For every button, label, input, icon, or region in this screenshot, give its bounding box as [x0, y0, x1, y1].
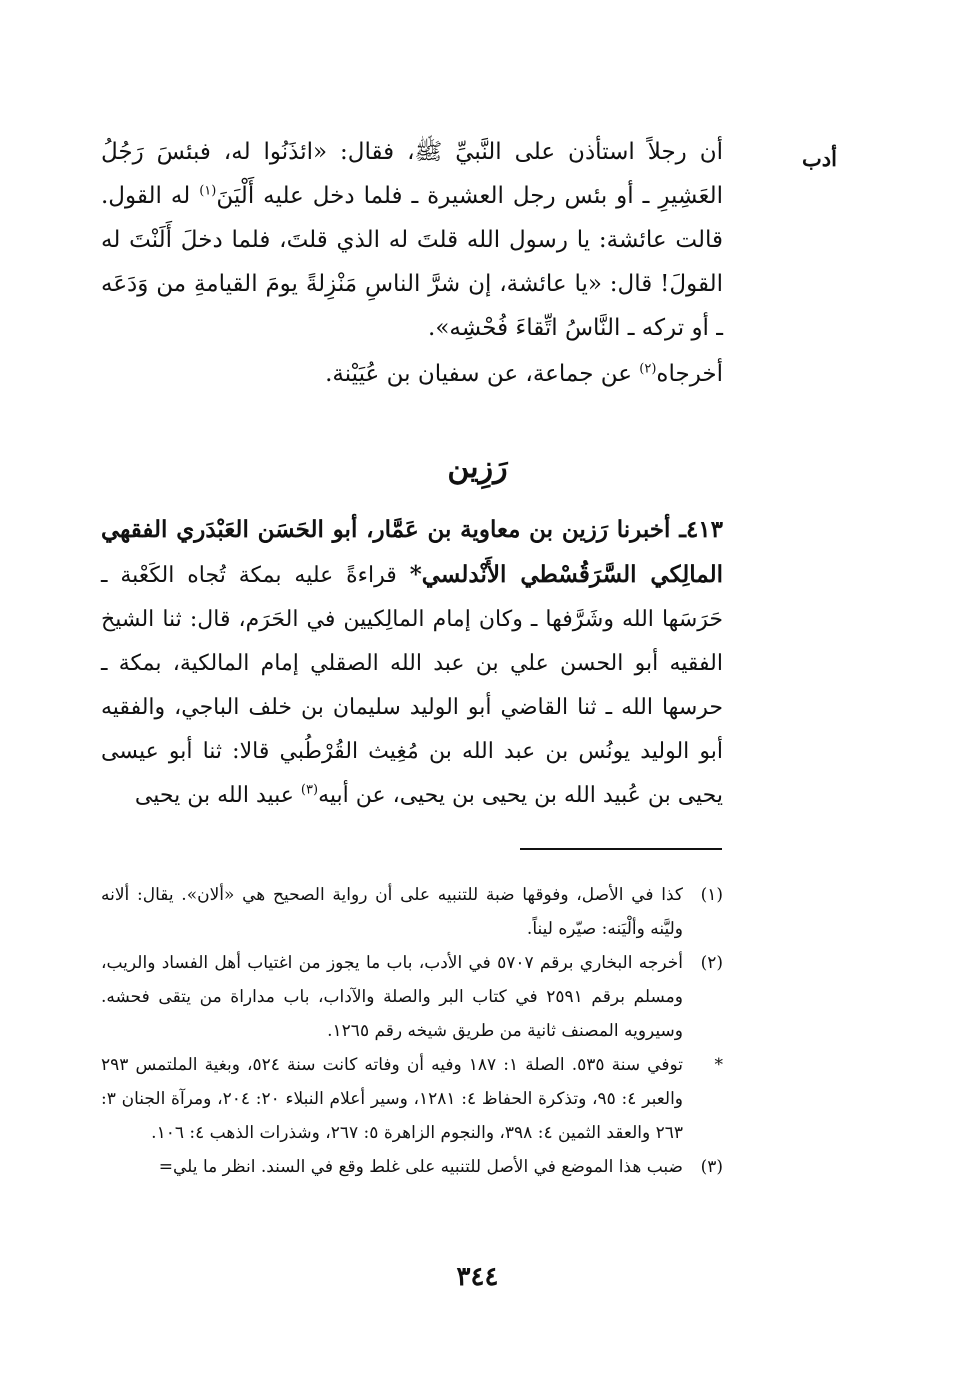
entry-lead: ٤١٣ـ أخبرنا رَزين بن معاوية بن عَمَّار، أبو الحَسَن العَبْدَري الفقهي المالِكي السَّرَقُسْطي الأَنْدلسي*	[101, 516, 723, 588]
footnote-number: (٣)	[700, 1157, 723, 1177]
footnote-text: توفي سنة ٥٣٥. الصلة ١: ١٨٧ وفيه أن وفاته كانت سنة ٥٢٤، وبغية الملتمس ٢٩٣ والعبر ٤: ٩٥، وتذكرة الحفاظ ٤: ١٢٨١، وسير أعلام النبلاء ٢٠: ٢٠٤، ومرآة الجنان ٣: ٢٦٣ والعقد الثمين ٤: ٣٩٨، والنجوم الزاهرة ٥: ٢٦٧، وشذرات الذهب ٤: ١٠٦.	[101, 1055, 684, 1143]
biography-entry	[101, 508, 723, 818]
section-heading: رَزِين	[447, 450, 508, 485]
footnote	[101, 878, 723, 946]
footnote-text: كذا في الأصل، وفوقها ضبة للتنبيه على أن رواية الصحيح هي «ألان». يقال: ألانه وليَّنه وألْيَنه: صيّره ليناً.	[101, 885, 683, 939]
footnote	[101, 946, 723, 1048]
footnotes	[101, 878, 723, 1184]
footnote-number: (٢)	[700, 953, 723, 973]
footnote-ref-2: (٢)	[639, 361, 657, 377]
footnote-text: أخرجه البخاري برقم ٥٧٠٧ في الأدب، باب ما يجوز من اغتياب أهل الفساد والريب، ومسلم برقم ٢٥٩١ في كتاب البر والصلة والآداب، باب مداراة من يتقى فحشه. وسيرويه المصنف ثانية من طريق شيخه رقم ١٢٦٥.	[101, 953, 683, 1041]
footnote	[101, 1150, 723, 1184]
footnote-divider	[520, 848, 722, 850]
footnote-number: *	[714, 1055, 723, 1075]
takhrij-text-end: عن جماعة، عن سفيان بن عُيَيْنة.	[325, 361, 640, 387]
entry-text-end: عبيد الله بن يحيى	[134, 783, 301, 808]
footnote	[101, 1048, 723, 1150]
entry-paragraph	[101, 508, 723, 818]
footnote-text: ضبب هذا الموضع في الأصل للتنبيه على غلط وقع في السند. انظر ما يلي=	[158, 1157, 683, 1177]
footnote-number: (١)	[700, 885, 723, 905]
takhrij-text-start: أخرجاه	[656, 361, 723, 387]
footnote-ref-3: (٣)	[300, 782, 319, 798]
hadith-paragraph: أن رجلاً استأذن على النَّبيِّ ﷺ، فقال: «ائذَنُوا له، فبئسَ رَجُلُ العَشِيرِ ـ أو بئس رجل العشيرة ـ فلما دخل عليه أَلْيَنَ$^{(١)}$ له القول. قالت عائشة: يا رسول الله قلتَ له الذي قلتَ، فلما دخلَ أَلَنْتَ له القولَ! قال: «يا عائشة، إن شرَّ الناسِ مَنْزِلةً يومَ القيامةِ من وَدَعَه ـ أو تركه ـ النَّاسُ اتِّقاءَ فُحْشِه».	[101, 139, 723, 341]
margin-note: أدب	[802, 146, 837, 171]
entry-text-start: قراءةً عليه بمكة تُجاه الكَعْبة ـ حَرَسَها الله وشَرَّفها ـ وكان إمام المالِكيين في الحَرَم، قال: ثنا الشيخ الفقيه أبو الحسن علي بن عبد الله الصقلي إمام المالكية، بمكة ـ حرسها الله ـ ثنا القاضي أبو الوليد سليمان بن خلف الباجي، والفقيه أبو الوليد يونُس بن عبد الله بن مُغِيث القُرْطُبي قالا: ثنا أبو عيسى يحيى بن عُبيد الله بن يحيى بن يحيى، عن أبيه	[101, 563, 723, 808]
page-number: ٣٤٤	[456, 1262, 499, 1292]
footnote-ref-1: (١)	[199, 183, 217, 199]
takhrij-line	[101, 352, 723, 396]
hadith-text	[101, 130, 723, 396]
